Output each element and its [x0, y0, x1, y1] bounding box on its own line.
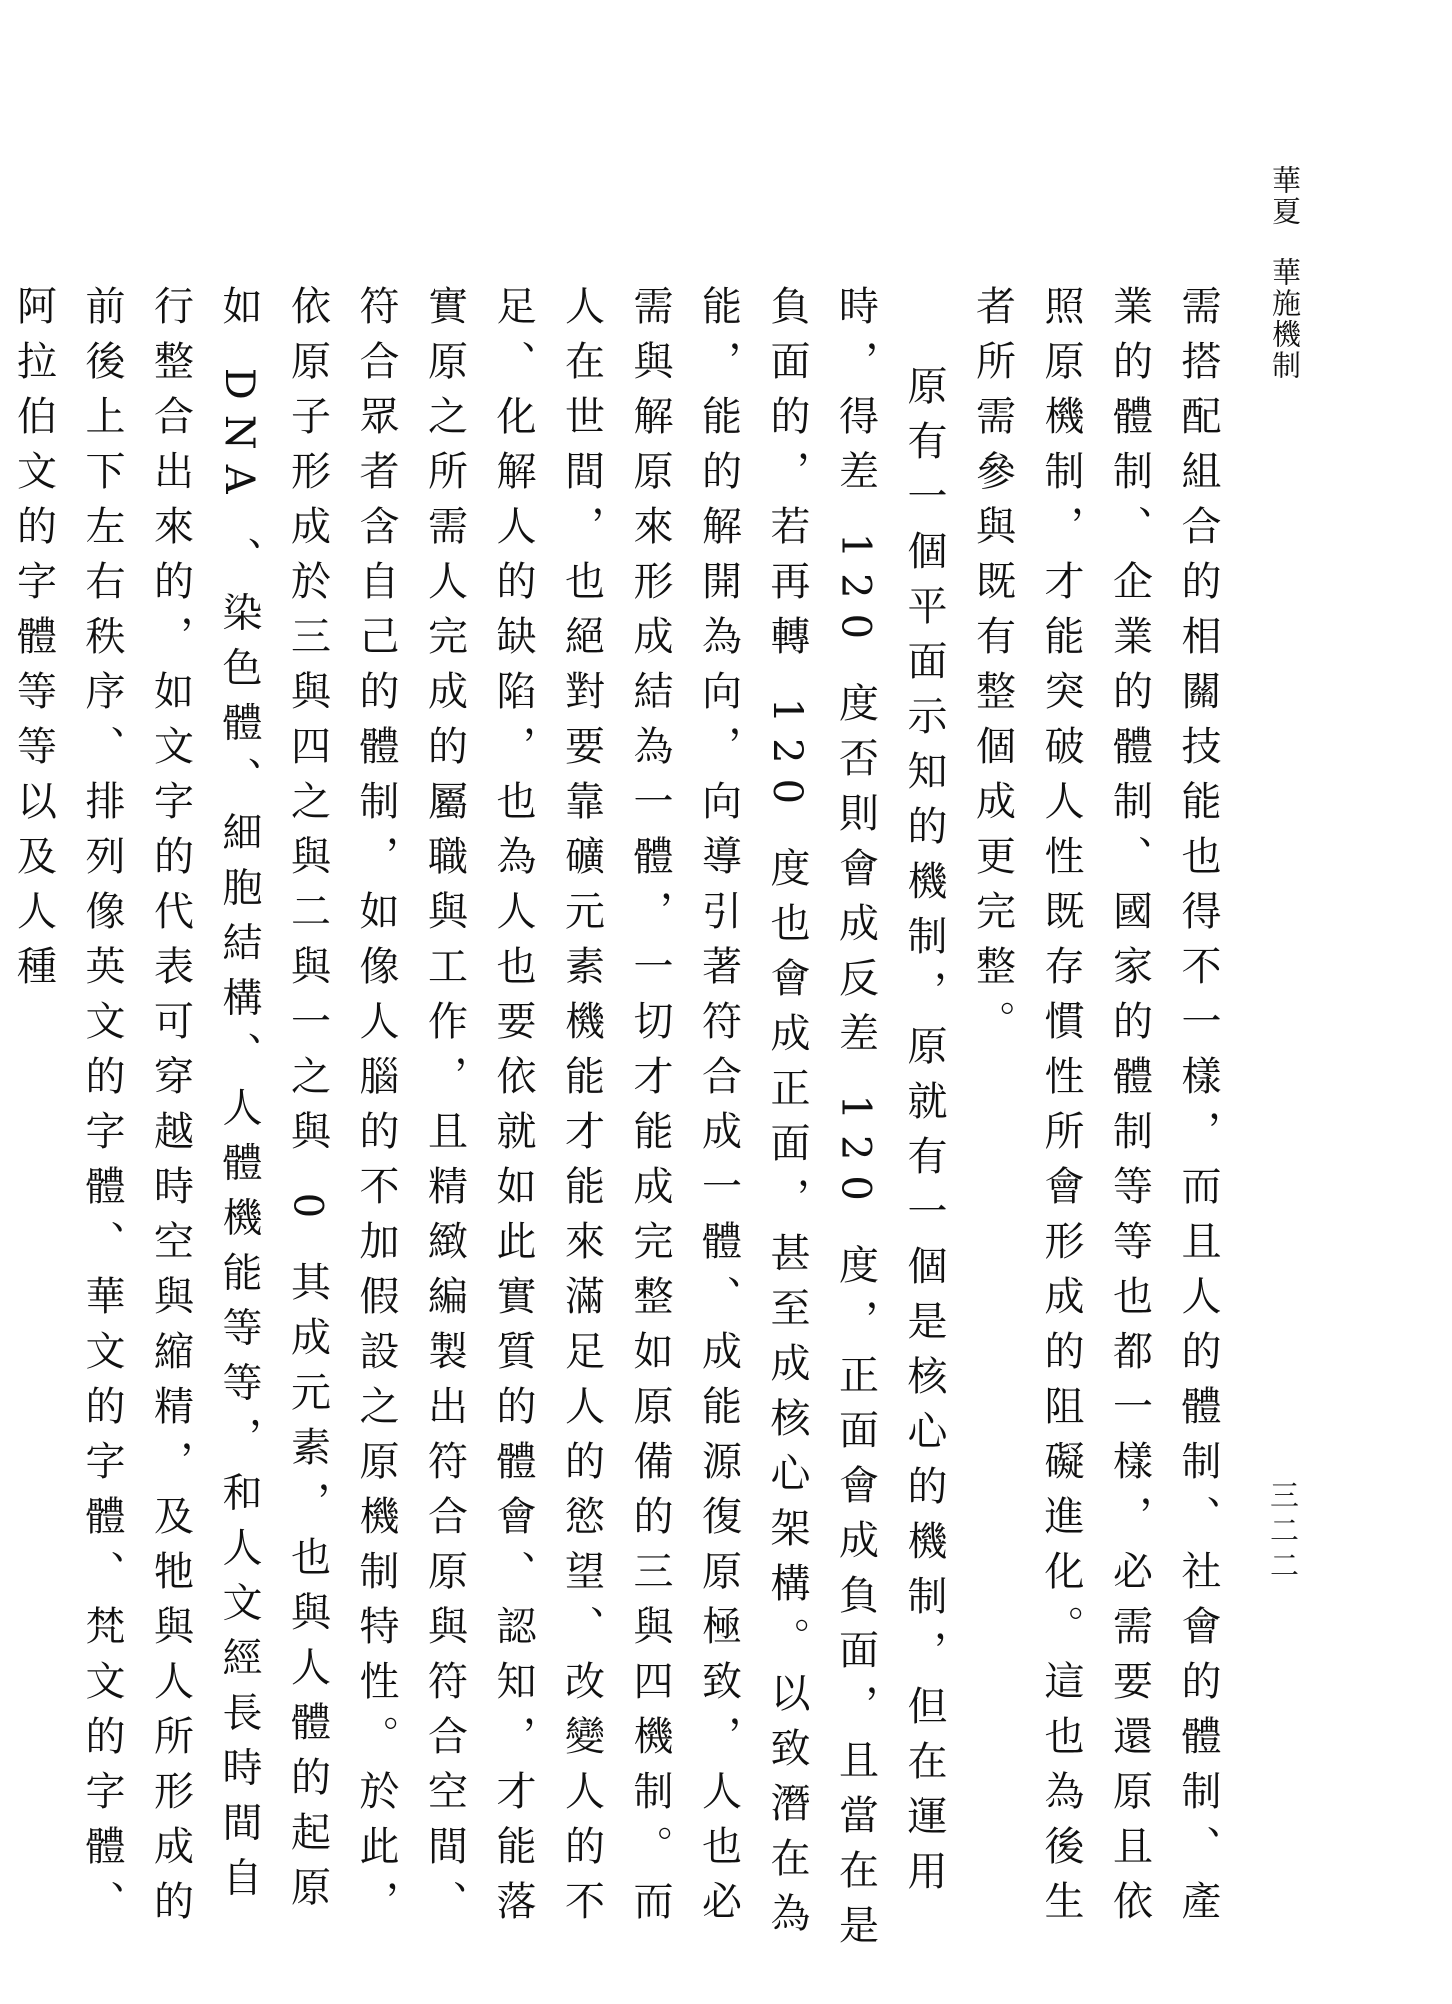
- header-book-title: 華夏: [1268, 165, 1302, 227]
- page-number: 三二二: [1266, 1480, 1300, 1585]
- running-header: [1263, 165, 1307, 465]
- main-text: [10, 285, 1232, 1960]
- header-chapter-title: 華施機制: [1268, 257, 1302, 381]
- paragraph-2: 原有一個平面示知的機制，原就有一個是核心的機制，但在運用時，得差 120 度否則會成反差 120 度，正面會成負面，且當在是負面的，若再轉 120 度也會成正面，甚至成核心架構。以致潛在為能，能的解開為向，向導引著符合成一體、成能源復原極致，人也必需與解原來形成結為一體，一切才能成完整如原備的三與四機制。而人在世間，也絕對要靠礦元素機能才能來滿足人的慾望、改變人的不足、化解人的缺陷，也為人也要依就如此實質的體會、認知，才能落實原之所需人完成的屬職與工作，且精緻編製出符合原與符合空間、符合眾者含自己的體制，如像人腦的不加假設之原機制特性。於此，依原子形成於三與四之與二與一之與 0 其成元素，也與人體的起原如 DNA 、染色體、細胞結構、人體機能等等，和人文經長時間自行整合出來的，如文字的代表可穿越時空與縮精，及牠與人所形成的前後上下左右秩序、排列像英文的字體、華文的字體、梵文的字體、阿拉伯文的字體等等以及人種: [10, 285, 947, 1959]
- paragraph-1: 需搭配組合的相關技能也得不一樣，而且人的體制、社會的體制、產業的體制、企業的體制、國家的體制等等也都一樣，必需要還原且依照原機制，才能突破人性既存慣性所會形成的阻礙進化。這也為後生者所需參與既有整個成更完整。: [969, 285, 1221, 1935]
